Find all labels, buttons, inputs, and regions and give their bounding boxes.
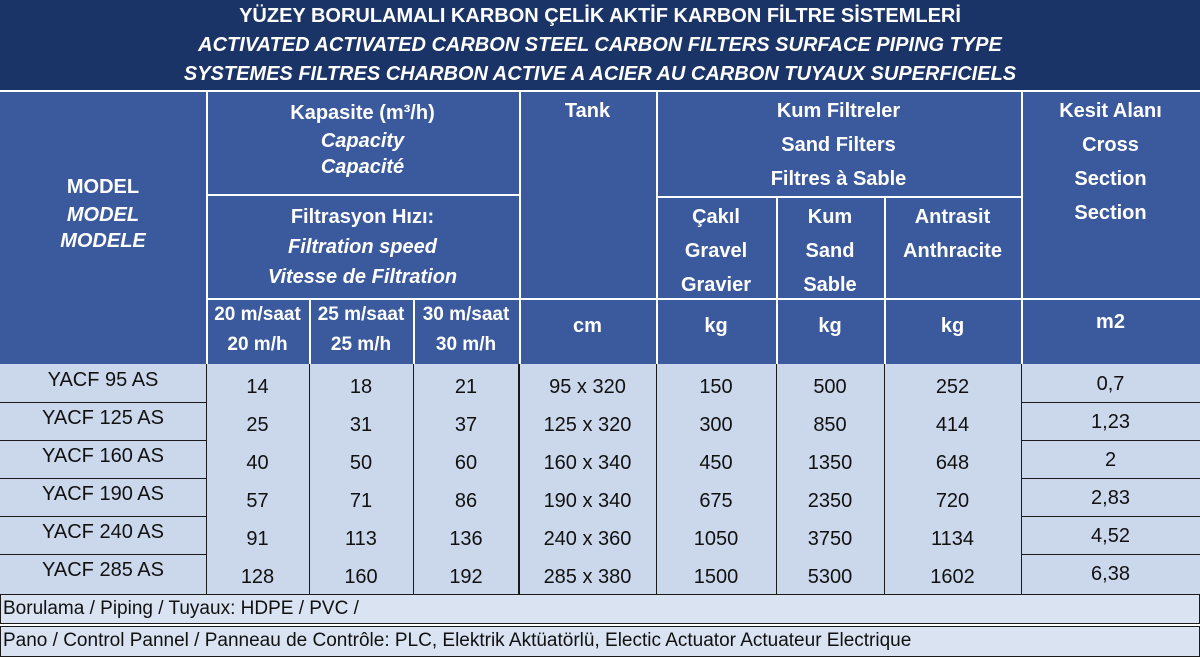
sand-cell: 1350 xyxy=(807,452,853,474)
speed-30-cell: 86 xyxy=(454,490,478,512)
header-speed-30 xyxy=(413,300,519,360)
header-anthracite-unit: kg xyxy=(940,315,965,337)
header-sand-filters xyxy=(656,94,1021,196)
header-speed-30-mh: 30 m/h xyxy=(435,334,497,355)
tank-cell: 160 x 340 xyxy=(543,452,632,474)
speed-30-cell: 37 xyxy=(454,414,478,436)
header-sand-tr: Kum xyxy=(807,206,853,228)
anthracite-cell: 648 xyxy=(935,452,970,474)
anthracite-cell: 252 xyxy=(935,376,970,398)
header-speed-25-saat: 25 m/saat xyxy=(317,304,405,325)
header-gravel-unit: kg xyxy=(704,315,728,337)
header-speed-30-saat: 30 m/saat xyxy=(422,304,510,325)
sand-cell: 850 xyxy=(813,414,847,436)
header-tank-unit: cm xyxy=(573,315,602,337)
anthracite-cell: 414 xyxy=(935,414,970,436)
model-cell: YACF 240 AS xyxy=(42,521,164,543)
header-sand xyxy=(776,200,884,302)
model-cell: YACF 125 AS xyxy=(42,407,164,429)
header-section-alt: Section xyxy=(1074,202,1147,224)
header-sand-filters-en: Sand Filters xyxy=(781,134,896,156)
header-section-fr: Section xyxy=(1074,168,1147,190)
sand-cell: 3750 xyxy=(807,528,853,550)
header-filtration-speed xyxy=(206,202,519,292)
speed-20-cell: 57 xyxy=(246,490,269,512)
speed-25-cell: 160 xyxy=(344,566,378,588)
header-rule xyxy=(656,196,1022,198)
title-turkish: YÜZEY BORULAMALI KARBON ÇELİK AKTİF KARBON FİLTRE SİSTEMLERİ xyxy=(239,5,961,27)
gravel-cell: 300 xyxy=(699,414,733,436)
speed-25-cell: 50 xyxy=(349,452,373,474)
sand-cell: 2350 xyxy=(807,490,853,512)
tank-cell: 190 x 340 xyxy=(543,490,632,512)
header-gravel-fr: Gravier xyxy=(680,274,752,296)
speed-30-cell: 60 xyxy=(454,452,478,474)
gravel-cell: 150 xyxy=(699,376,733,398)
model-cell: YACF 190 AS xyxy=(42,483,164,505)
header-capacity-tr: Kapasite (m³/h) xyxy=(290,102,435,124)
tank-cell: 240 x 360 xyxy=(543,528,632,550)
header-section-unit: m2 xyxy=(1096,311,1125,333)
header-filtration-fr: Vitesse de Filtration xyxy=(267,266,458,288)
header-anthracite-en: Anthracite xyxy=(903,240,1002,262)
anthracite-cell: 1134 xyxy=(930,528,974,550)
speed-25-cell: 18 xyxy=(349,376,373,398)
header-rule xyxy=(206,194,520,196)
header-speed-25-mh: 25 m/h xyxy=(330,334,392,355)
table-body xyxy=(0,364,1200,594)
model-cell: YACF 285 AS xyxy=(42,559,164,581)
header-sand-filters-fr: Filtres à Sable xyxy=(770,168,907,190)
header-filtration-tr: Filtrasyon Hızı: xyxy=(290,206,435,228)
model-cell: YACF 160 AS xyxy=(42,445,164,467)
header-capacity-fr: Capacité xyxy=(320,156,405,178)
tank-cell: 285 x 380 xyxy=(543,566,632,588)
header-model-en: MODEL xyxy=(66,204,140,226)
gravel-cell: 1050 xyxy=(693,528,739,550)
section-cell: 1,23 xyxy=(1091,411,1130,433)
sand-cell: 500 xyxy=(813,376,847,398)
control-panel-note-text: Pano / Control Pannel / Panneau de Contrôle: PLC, Elektrik Aktüatörlü, Electic Actuator Actuateur Electrique xyxy=(3,630,912,651)
title-english: ACTIVATED ACTIVATED CARBON STEEL CARBON FILTERS SURFACE PIPING TYPE xyxy=(198,34,1002,56)
header-sand-en: Sand xyxy=(805,240,855,262)
title-french: SYSTEMES FILTRES CHARBON ACTIVE A ACIER AU CARBON TUYAUX SUPERFICIELS xyxy=(183,63,1017,85)
section-cell: 0,7 xyxy=(1096,373,1125,395)
speed-25-cell: 31 xyxy=(349,414,373,436)
anthracite-cell: 720 xyxy=(935,490,970,512)
speed-20-cell: 91 xyxy=(246,528,269,550)
gravel-cell: 675 xyxy=(699,490,733,512)
gravel-cell: 450 xyxy=(699,452,733,474)
sand-cell: 5300 xyxy=(807,566,853,588)
header-model-tr: MODEL xyxy=(66,176,140,198)
model-cell: YACF 95 AS xyxy=(47,369,159,391)
table-header xyxy=(0,92,1200,364)
speed-20-cell: 128 xyxy=(240,566,275,588)
gravel-cell: 1500 xyxy=(693,566,739,588)
header-capacity-en: Capacity xyxy=(320,130,405,152)
header-anthracite-tr: Antrasit xyxy=(914,206,991,228)
anthracite-cell: 1602 xyxy=(930,566,975,588)
header-tank: Tank xyxy=(564,100,611,122)
speed-30-cell: 136 xyxy=(449,528,483,550)
section-cell: 6,38 xyxy=(1091,563,1130,585)
speed-25-cell: 71 xyxy=(349,490,373,512)
speed-20-cell: 40 xyxy=(246,452,269,474)
header-capacity xyxy=(206,98,519,180)
title-banner xyxy=(0,0,1200,90)
control-panel-note xyxy=(0,626,1200,657)
header-sand-fr: Sable xyxy=(803,274,857,296)
speed-20-cell: 25 xyxy=(246,414,269,436)
header-sand-unit: kg xyxy=(818,315,842,337)
header-speed-20-mh: 20 m/h xyxy=(227,334,288,355)
section-cell: 2 xyxy=(1104,449,1117,471)
header-anthracite xyxy=(884,200,1021,268)
tank-cell: 125 x 320 xyxy=(543,414,632,436)
speed-20-cell: 14 xyxy=(246,376,269,398)
header-speed-20 xyxy=(206,300,309,360)
speed-25-cell: 113 xyxy=(345,528,377,550)
section-cell: 2,83 xyxy=(1091,487,1130,509)
piping-note-text: Borulama / Piping / Tuyaux: HDPE / PVC / xyxy=(3,598,359,619)
header-rule xyxy=(1021,298,1200,300)
speed-30-cell: 192 xyxy=(449,566,483,588)
header-sand-filters-tr: Kum Filtreler xyxy=(776,100,901,122)
header-speed-20-saat: 20 m/saat xyxy=(214,304,301,325)
section-cell: 4,52 xyxy=(1091,525,1130,547)
speed-30-cell: 21 xyxy=(454,376,478,398)
header-gravel-tr: Çakıl xyxy=(692,206,740,228)
tank-cell: 95 x 320 xyxy=(549,376,626,398)
header-cross-section xyxy=(1021,94,1200,230)
header-gravel xyxy=(656,200,776,302)
header-model xyxy=(0,172,206,254)
header-section-tr: Kesit Alanı xyxy=(1059,100,1162,122)
header-gravel-en: Gravel xyxy=(684,240,748,262)
header-section-en: Cross xyxy=(1082,134,1139,156)
header-model-fr: MODELE xyxy=(60,230,146,252)
piping-note xyxy=(0,594,1200,624)
header-filtration-en: Filtration speed xyxy=(288,236,437,258)
header-speed-25 xyxy=(309,300,413,360)
